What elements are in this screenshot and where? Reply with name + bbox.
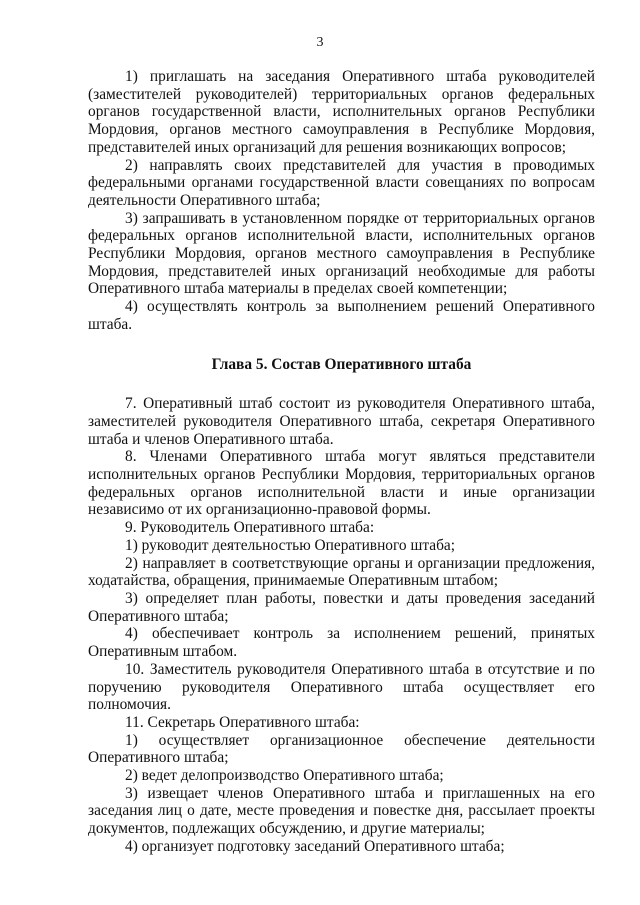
document-body [88,68,595,856]
paragraph-item-4: 4) осуществлять контроль за выполнением решений Оперативного штаба. [88,298,595,333]
paragraph-clause-9-item-2: 2) направляет в соответствующие органы и организации предложения, ходатайства, обращения, принимаемые Оперативным штабом; [88,554,595,590]
paragraph-item-2: 2) направлять своих представителей для участия в проводимых федеральными органами государственной власти совещаниях по вопросам деятельности Оперативного штаба; [88,156,595,209]
paragraph-clause-9-item-1: 1) руководит деятельностью Оперативного штаба; [125,536,456,554]
page-number: 3 [316,35,324,50]
paragraph-clause-11-item-1: 1) осуществляет организационное обеспечение деятельности Оперативного штаба; [88,731,595,767]
paragraph-clause-9-item-4: 4) обеспечивает контроль за исполнением решений, принятых Оперативным штабом. [88,625,595,661]
paragraph-clause-11-item-4: 4) организует подготовку заседаний Оперативного штаба; [125,837,505,855]
paragraph-clause-10: 10. Заместитель руководителя Оперативного штаба в отсутствие и по поручению руководителя Оперативного штаба осуществляет его полномочия. [88,660,595,714]
paragraph-clause-9: 9. Руководитель Оперативного штаба: [125,519,375,537]
section-after-chapter [88,395,595,855]
paragraph-clause-11: 11. Секретарь Оперативного штаба: [125,713,360,731]
paragraph-clause-7: 7. Оперативный штаб состоит из руководителя Оперативного штаба, заместителей руководителя Оперативного штаба, секретаря Оперативного штаба и членов Оперативного штаба. [88,395,595,448]
section-before-chapter [88,68,595,334]
paragraph-clause-11-item-2: 2) ведет делопроизводство Оперативного штаба; [125,767,444,785]
chapter-title: Глава 5. Состав Оперативного штаба [211,355,472,373]
paragraph-clause-9-item-3: 3) определяет план работы, повестки и даты проведения заседаний Оперативного штаба; [88,589,595,625]
paragraph-item-3: 3) запрашивать в установленном порядке от территориальных органов федеральных органов исполнительной власти, исполнительных органов Республики Мордовия, органов местного самоуправления в Республике Мордовия, представителей иных организаций необходимые для работы Оперативного штаба материалы в пределах своей компетенции; [88,209,595,298]
paragraph-clause-11-item-3: 3) извещает членов Оперативного штаба и приглашенных на его заседания лиц о дате, месте проведения и повестке дня, рассылает проекты документов, подлежащих обсуждению, и другие материалы; [88,784,595,838]
paragraph-clause-8: 8. Членами Оперативного штаба могут являться представители исполнительных органов Республики Мордовия, территориальных органов федеральных органов исполнительной власти и иные организации независимо от их организационно-правовой формы. [88,448,595,519]
paragraph-item-1: 1) приглашать на заседания Оперативного штаба руководителей (заместителей руководителей) территориальных органов федеральных органов государственной власти, исполнительных органов Республики Мордовия, органов местного самоуправления в Республике Мордовия, представителей иных организаций для решения возникающих вопросов; [88,68,595,156]
